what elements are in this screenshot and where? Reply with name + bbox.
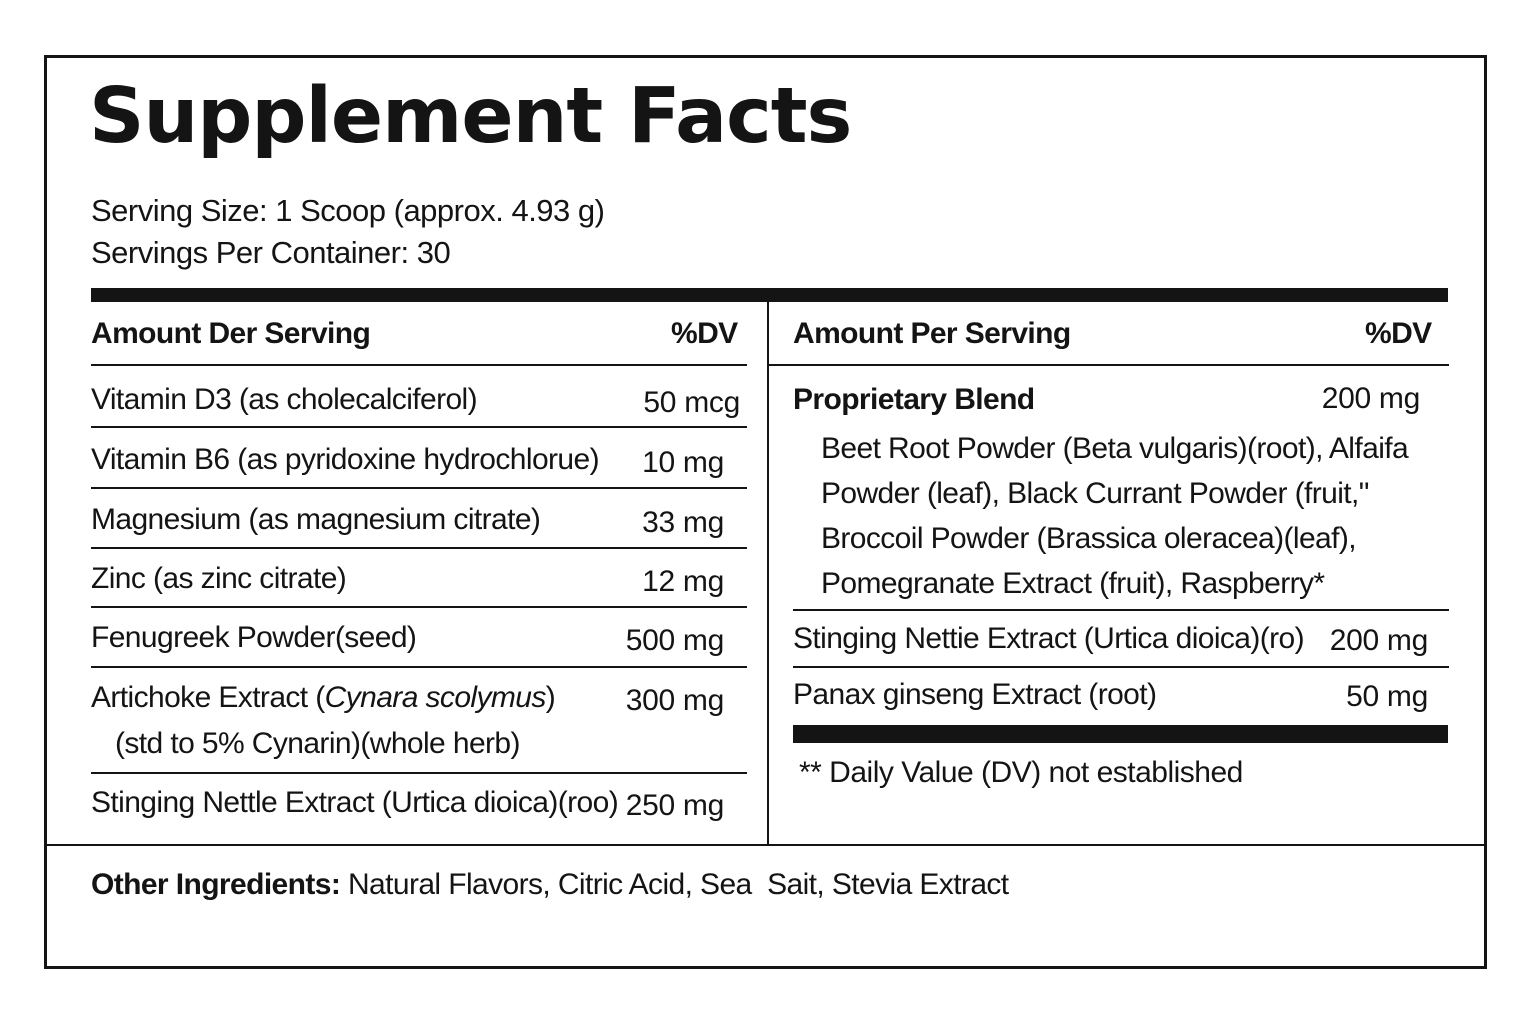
left-row-rule	[91, 487, 747, 489]
left-row-amount: 250 mg	[625, 789, 724, 822]
serving-size: Serving Size: 1 Scoop (approx. 4.93 g)	[91, 193, 605, 228]
column-divider	[767, 300, 769, 844]
proprietary-blend-name: Proprietary Blend	[793, 383, 1035, 416]
right-row-rule	[793, 609, 1449, 611]
left-row-name: Zinc (as zinc citrate)	[91, 562, 347, 595]
left-row-rule	[91, 666, 747, 668]
left-row-name: Vitamin B6 (as pyridoxine hydrochlorue)	[91, 443, 599, 476]
right-header-dv: %DV	[1365, 317, 1432, 350]
right-row-rule	[793, 666, 1449, 668]
artichoke-latin-name: Cynara scolymus	[324, 681, 546, 714]
servings-per-container: Servings Per Container: 30	[91, 235, 451, 270]
proprietary-blend-ingredients: Beet Root Powder (Beta vulgaris)(root), Alfaifa Powder (leaf), Black Currant Powder (fruit," Broccoil Powder (Brassica oleracea)(leaf), Pomegranate Extract (fruit), Raspberry*	[821, 432, 1409, 600]
left-row-amount: 500 mg	[625, 624, 724, 657]
other-ingredients-label: Other Ingredients:	[91, 868, 341, 901]
right-row-amount: 50 mg	[1346, 680, 1428, 713]
left-row-name: Magnesium (as magnesium citrate)	[91, 503, 541, 536]
right-row-amount: 200 mg	[1329, 624, 1428, 657]
left-row-amount: 10 mg	[642, 446, 724, 479]
other-ingredients-divider	[47, 844, 1484, 846]
artichoke-name-prefix: Artichoke Extract (	[91, 681, 325, 714]
left-row-amount: 12 mg	[642, 565, 724, 598]
left-row-amount: 50 mcg	[643, 386, 740, 419]
left-row-rule	[91, 772, 747, 774]
left-row-name: Vitamin D3 (as cholecalciferol)	[91, 383, 478, 416]
artichoke-name-suffix: )	[545, 681, 556, 714]
left-row-name: Fenugreek Powder(seed)	[91, 621, 417, 654]
other-ingredients	[91, 870, 1009, 900]
daily-value-footnote: ** Daily Value (DV) not established	[799, 756, 1243, 789]
right-header-rule	[769, 364, 1449, 366]
panel-title: Supplement Facts	[89, 72, 852, 161]
right-row-name: Panax ginseng Extract (root)	[793, 678, 1157, 711]
left-row-rule	[91, 426, 747, 428]
left-row-rule	[91, 547, 747, 549]
left-row-name	[91, 675, 555, 720]
left-row-name-line2: (std to 5% Cynarin)(whole herb)	[115, 727, 520, 760]
other-ingredients-text: Natural Flavors, Citric Acid, Sea Sait, Stevia Extract	[340, 868, 1009, 901]
left-row-amount: 300 mg	[625, 684, 724, 717]
proprietary-blend-amount: 200 mg	[1321, 382, 1420, 415]
right-row-name: Stinging Nettie Extract (Urtica dioica)(ro)	[793, 622, 1305, 655]
supplement-facts-panel	[44, 55, 1487, 969]
left-header-rule	[91, 364, 747, 366]
left-header-amount: Amount Der Serving	[91, 317, 371, 350]
left-row-amount: 33 mg	[642, 506, 724, 539]
bottom-thick-divider	[793, 725, 1448, 743]
right-header-amount: Amount Per Serving	[793, 317, 1071, 350]
left-header-dv: %DV	[671, 317, 738, 350]
left-row-name: Stinging Nettle Extract (Urtica dioica)(roo)	[91, 786, 619, 819]
top-thick-divider	[91, 288, 1448, 302]
left-row-rule	[91, 606, 747, 608]
